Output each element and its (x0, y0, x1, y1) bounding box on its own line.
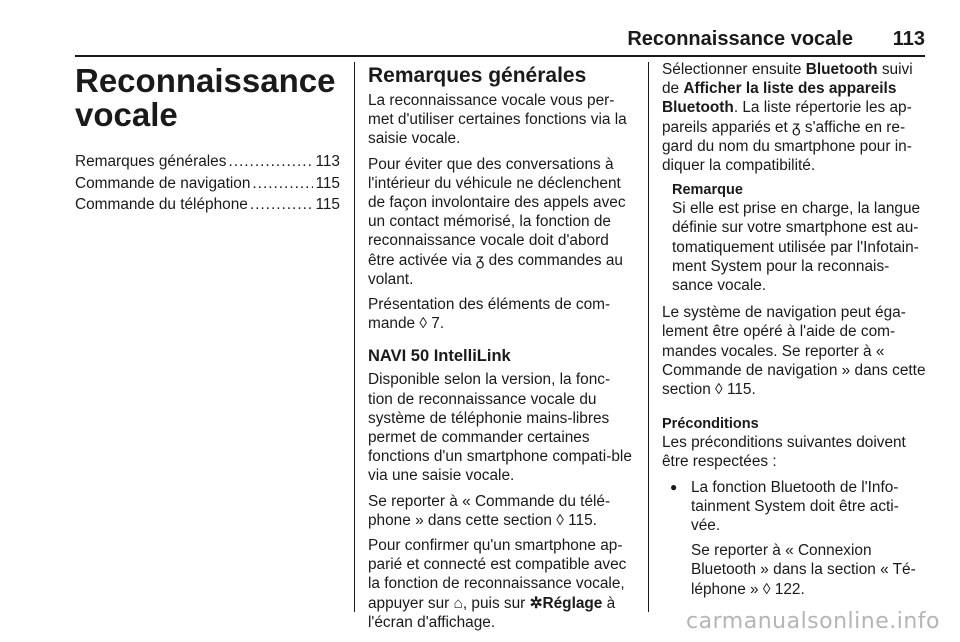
toc-page: 115 (315, 174, 340, 192)
header-title: Reconnaissance vocale (627, 28, 853, 50)
toc-page: 113 (315, 153, 340, 170)
section-heading: Remarques générales (368, 64, 587, 87)
page-number: 113 (892, 28, 925, 50)
right-column (662, 60, 927, 605)
toc-entry[interactable] (75, 152, 340, 174)
bullet-icon: ● (670, 479, 678, 494)
paragraph: La reconnaissance vocale vous per-met d'utiliser certaines fonctions via la saisie vocale. (368, 92, 627, 148)
bluetooth-label: Bluetooth (805, 61, 878, 78)
settings-label: Réglage (542, 594, 603, 612)
middle-column (368, 60, 634, 638)
page-reference[interactable]: 115. (726, 381, 756, 399)
bullet-subtext: Se reporter à « Connexion Bluetooth » dans la section « Té-léphone » ◊ 122. (691, 542, 916, 598)
paragraph: Le système de navigation peut éga-lement être opéré à l'aide de com-mandes vocales. Se reporter à « Commande de navigation » dans cette section ◊ 115. (662, 304, 926, 399)
note-text: Si elle est prise en charge, la langue définie sur votre smartphone est au-tomatiquement utilisée par l'Infotain-ment System pour la reconnais-sance vocale. (672, 200, 921, 295)
page-header (75, 27, 925, 57)
toc-label: Remarques générales (75, 153, 227, 170)
page-reference[interactable]: 122. (774, 580, 805, 598)
page-reference-icon: ◊ (556, 511, 564, 529)
paragraph: Se reporter à « Commande du télé-phone » dans cette section ◊ 115. (368, 492, 611, 529)
paragraph: Les préconditions suivantes doivent être respectées : (662, 434, 906, 471)
note-box (662, 181, 927, 295)
paragraph: Pour confirmer qu'un smartphone ap-parié et connecté est compatible avec la fonction de reconnaissance vocale, appuyer sur ⌂, puis sur ✲Réglage à l'écran d'affichage. (368, 537, 627, 631)
home-icon: ⌂ (453, 594, 463, 612)
bullet-text: La fonction Bluetooth de l'Info-tainment System doit être acti-vée. (691, 478, 899, 535)
page-reference-icon: ◊ (419, 315, 427, 333)
page-reference[interactable]: 115. (568, 511, 597, 529)
toc-entry[interactable] (75, 195, 340, 217)
device-list-label: Afficher la liste des appareils Bluetooth (662, 80, 897, 117)
watermark: carmanualsonline.info (686, 609, 940, 634)
chapter-title: Reconnaissance vocale (75, 62, 336, 133)
table-of-contents (75, 152, 340, 217)
column-divider (648, 62, 649, 612)
paragraph: Disponible selon la version, la fonc-tion de reconnaissance vocale du système de téléphonie mains-libres permet de commander certaines fonctions d'un smartphone compati-ble via une saisie vocale. (368, 371, 632, 485)
column-divider (354, 62, 355, 612)
toc-label: Commande du téléphone (75, 196, 248, 213)
toc-leader (250, 195, 314, 214)
voice-control-icon: ᵹ (792, 118, 801, 136)
toc-entry[interactable] (75, 174, 340, 196)
subheading: NAVI 50 IntelliLink (368, 347, 511, 366)
paragraph: Sélectionner ensuite Bluetooth suivi de Afficher la liste des appareils Bluetooth. La liste répertorie les ap-pareils appariés et ᵹ s'affiche en re-gard du nom du smartphone pour in-diquer la compatibilité. (662, 61, 913, 175)
paragraph: Pour éviter que des conversations à l'intérieur du véhicule ne déclenchent de façon involontaire des appels avec un contact mémorisé, la fonction de reconnaissance vocale doit d'abord être activée via ᵹ des commandes au volant. (368, 155, 626, 288)
toc-label: Commande de navigation (75, 174, 251, 192)
list-item (670, 478, 927, 605)
page-reference-icon: ◊ (762, 580, 771, 598)
settings-icon: ✲ (529, 594, 543, 612)
note-title: Remarque (672, 182, 743, 199)
paragraph: Présentation des éléments de com-mande ◊ 7. (368, 296, 611, 333)
toc-leader (252, 174, 313, 193)
toc-leader (228, 152, 313, 171)
left-column (75, 60, 340, 217)
page-reference[interactable]: 7. (431, 315, 445, 333)
prerequisites-heading: Préconditions (662, 416, 759, 433)
page-reference-icon: ◊ (715, 381, 723, 399)
voice-control-icon: ᵹ (475, 251, 485, 269)
toc-page: 115 (315, 196, 340, 213)
